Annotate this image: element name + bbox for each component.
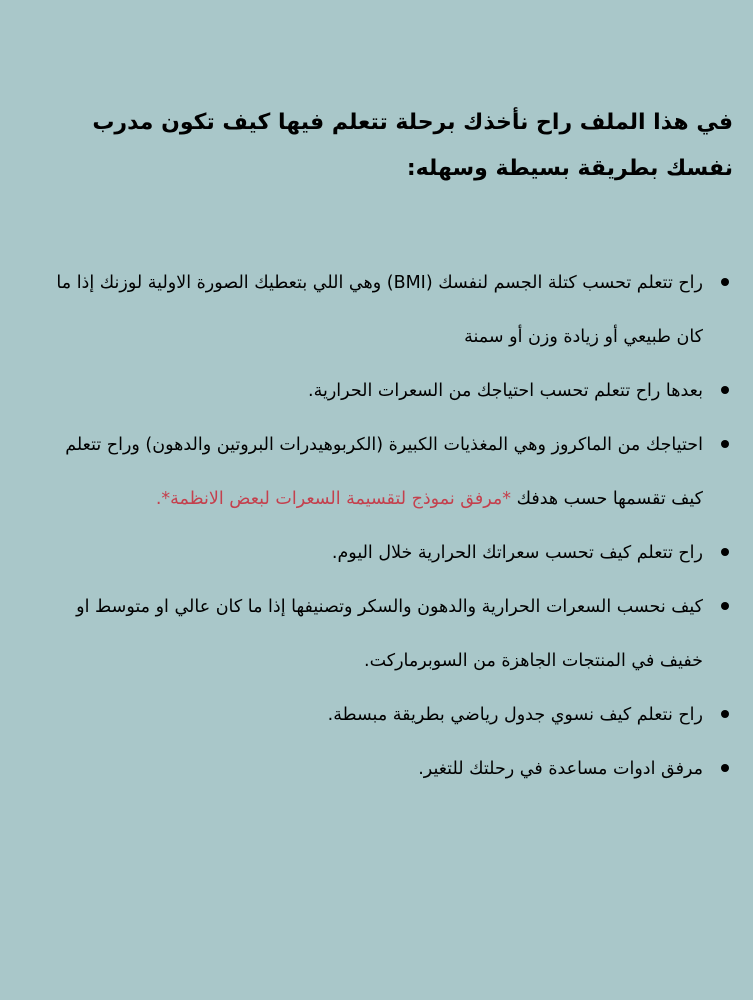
list-item-text: راح نتعلم كيف نسوي جدول رياضي بطريقة مبسطة. [327,705,703,725]
bullet-icon [721,602,729,610]
document-title: في هذا الملف راح نأخذك برحلة تتعلم فيها كيف تكون مدرب نفسك بطريقة بسيطة وسهله: [92,110,733,181]
bullet-icon [721,548,729,556]
list-item-text: راح تتعلم كيف تحسب سعراتك الحرارية خلال اليوم. [331,543,703,563]
list-item [40,688,731,742]
list-item-text: كيف نحسب السعرات الحرارية والدهون والسكر وتصنيفها إذا ما كان عالي او متوسط او خفيف في المنتجات الجاهزة من السوبرماركت. [76,597,703,671]
list-item [40,364,731,418]
bullet-icon [721,386,729,394]
list-item-text: راح تتعلم تحسب كتلة الجسم لنفسك (BMI) وهي اللي بتعطيك الصورة الاولية لوزنك إذا ما كان طبيعي أو زيادة وزن أو سمنة [56,273,703,347]
list-item [40,256,731,364]
list-item-text: مرفق ادوات مساعدة في رحلتك للتغير. [418,759,703,779]
bullet-icon [721,440,729,448]
list-item-accent-note: *مرفق نموذج لتقسيمة السعرات لبعض الانظمة*. [155,489,512,509]
list-item [40,742,731,796]
list-item [40,418,731,526]
list-item-text: بعدها راح تتعلم تحسب احتياجك من السعرات الحرارية. [308,381,703,401]
feature-list [40,256,731,796]
list-item [40,526,731,580]
bullet-icon [721,764,729,772]
list-item-text: احتياجك من الماكروز وهي المغذيات الكبيرة (الكربوهيدرات البروتين والدهون) وراح تتعلم كيف تقسمها حسب هدفك [65,435,703,509]
bullet-icon [721,710,729,718]
bullet-icon [721,278,729,286]
list-item [40,580,731,688]
